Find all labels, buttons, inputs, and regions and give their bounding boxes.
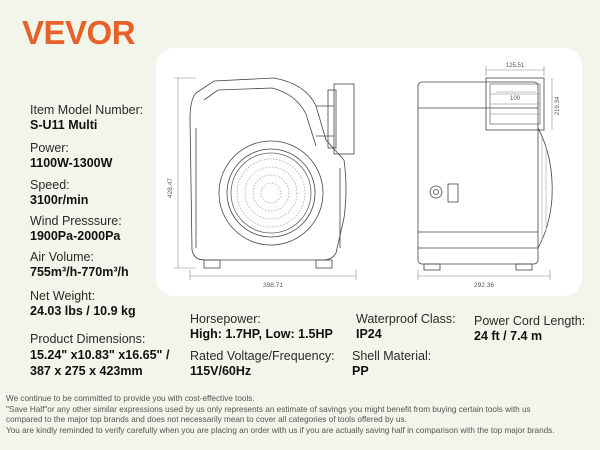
- spec-model-number: [30, 103, 143, 133]
- vevor-logo: VEVOR: [22, 14, 136, 51]
- spec-label: Waterproof Class:: [356, 312, 456, 326]
- spec-value: S-U11 Multi: [30, 118, 98, 132]
- spec-value: 24.03 lbs / 10.9 kg: [30, 304, 136, 318]
- spec-value: 24 ft / 7.4 m: [474, 329, 543, 343]
- spec-speed: [30, 178, 88, 208]
- spec-label: Net Weight:: [30, 289, 96, 303]
- spec-label: Rated Voltage/Frequency:: [190, 349, 335, 363]
- disclaimer-line: compared to the major top brands and does not necessarily mean to cover all categories of tools offered by us.: [6, 415, 407, 425]
- disclaimer-line: "Save Half"or any other similar expressions used by us only represents an estimate of savings you might benefit from buying certain tools with us: [6, 404, 531, 414]
- spec-wind-pressure: [30, 214, 122, 244]
- spec-value: 115V/60Hz: [190, 364, 252, 378]
- spec-value: 1100W-1300W: [30, 156, 113, 170]
- spec-horsepower: [190, 312, 333, 342]
- spec-label: Horsepower:: [190, 312, 261, 326]
- spec-value-secondary: 387 x 275 x 423mm: [30, 364, 143, 378]
- side-view: [418, 78, 552, 270]
- spec-waterproof-class: [356, 312, 456, 342]
- spec-label: Shell Material:: [352, 349, 432, 363]
- spec-value: IP24: [356, 327, 382, 341]
- spec-net-weight: [30, 289, 136, 319]
- front-height-dimension: 428.47: [167, 178, 174, 198]
- front-view: [190, 78, 354, 268]
- spec-shell-material: [352, 349, 431, 379]
- spec-value: 3100r/min: [30, 193, 89, 207]
- front-width-dimension: 398.71: [263, 282, 283, 289]
- spec-label: Product Dimensions:: [30, 332, 146, 346]
- disclaimer-line: We continue to be committed to provide you with cost-effective tools.: [6, 394, 255, 403]
- spec-value: 1900Pa-2000Pa: [30, 229, 121, 243]
- spec-label: Air Volume:: [30, 250, 94, 264]
- side-top-dimension: 125.51: [505, 63, 525, 69]
- spec-label: Power:: [30, 141, 69, 155]
- spec-label: Speed:: [30, 178, 70, 192]
- spec-rated-voltage: [190, 349, 335, 379]
- spec-value: 755m³/h-770m³/h: [30, 265, 129, 279]
- technical-drawing-panel: [156, 48, 582, 296]
- disclaimer: [6, 394, 598, 436]
- spec-label: Wind Presssure:: [30, 214, 122, 228]
- side-inner-dimension: 100: [509, 96, 521, 102]
- spec-value: High: 1.7HP, Low: 1.5HP: [190, 327, 333, 341]
- spec-product-dimensions: [30, 331, 169, 379]
- spec-label: Power Cord Length:: [474, 314, 586, 328]
- side-width-dimension: 292.36: [474, 282, 494, 289]
- spec-value: PP: [352, 364, 369, 378]
- spec-label: Item Model Number:: [30, 103, 144, 117]
- spec-power: [30, 141, 112, 171]
- side-right-dimension: 219.34: [555, 96, 561, 116]
- blower-dimension-drawing: [156, 48, 582, 296]
- spec-power-cord-length: [474, 314, 585, 344]
- disclaimer-line: You are kindly reminded to verify carefully when you are placing an order with us if you are actually saving half in comparison with the top major brands.: [6, 425, 555, 435]
- spec-value: 15.24" x10.83" x16.65" /: [30, 348, 170, 362]
- spec-air-volume: [30, 250, 129, 280]
